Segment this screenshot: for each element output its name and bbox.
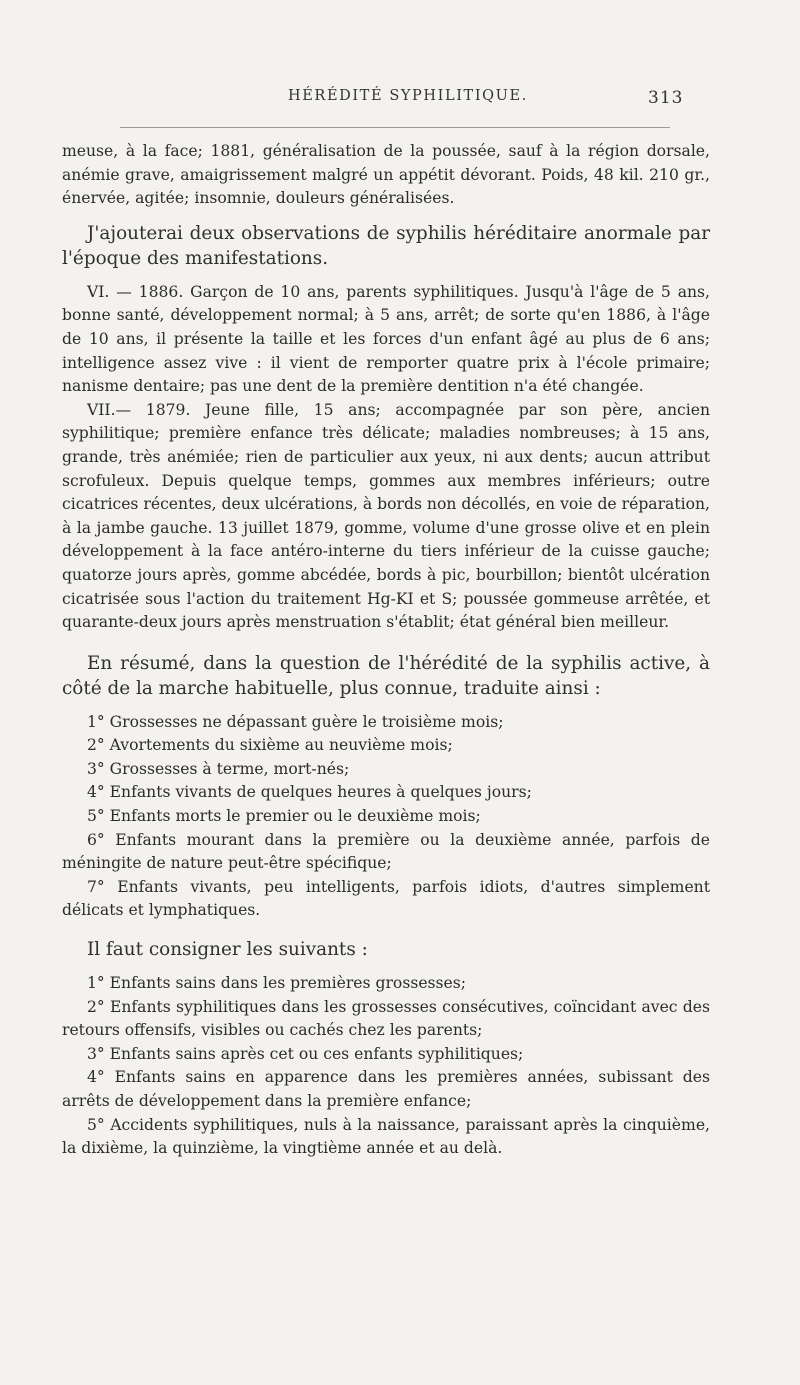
list-item: 2° Avortements du sixième au neuvième mois;: [87, 736, 453, 755]
list-item: 3° Grossesses à terme, mort-nés;: [87, 759, 350, 778]
list-item: 5° Accidents syphilitiques, nuls à la naissance, paraissant après la cinquième, la dixième, la quinzième, la vingtième année et au delà.: [62, 1115, 710, 1158]
list-usual-course: [62, 711, 710, 923]
observation-vi: VI. — 1886. Garçon de 10 ans, parents syphilitiques. Jusqu'à l'âge de 5 ans, bonne santé, développement normal; à 5 ans, arrêt; de sorte qu'en 1886, à l'âge de 10 ans, il présente la taille et les forces d'un enfant âgé au plus de 6 ans; intelligence assez vive : il vient de remporter quatre prix à l'école primaire; nanisme dentaire; pas une dent de la première dentition n'a été changée.: [62, 282, 710, 396]
page-body: [62, 140, 710, 1161]
observation-vii: VII.— 1879. Jeune fille, 15 ans; accompagnée par son père, ancien syphilitique; première enfance très délicate; maladies nombreuses; à 15 ans, grande, très anémiée; rien de particulier aux yeux, ni aux dents; aucun attribut scrofuleux. Depuis quelque temps, gommes aux membres inférieurs; outre cicatrices récentes, deux ulcérations, à bords non décollés, en voie de réparation, à la jambe gauche. 13 juillet 1879, gomme, volume d'une grosse olive et en plein développement à la face antéro-interne du tiers inférieur de la cuisse gauche; quatorze jours après, gomme abcédée, bords à pic, bourbillon; bientôt ulcération cicatrisée sous l'action du traitement Hg-KI et S; poussée gommeuse arrêtée, et quarante-deux jours après menstruation s'établit; état général bien meilleur.: [62, 400, 710, 632]
list-item: 2° Enfants syphilitiques dans les grossesses consécutives, coïncidant avec des retours offensifs, visibles ou cachés chez les parents;: [62, 997, 710, 1040]
list-item: 4° Enfants vivants de quelques heures à quelques jours;: [87, 783, 532, 802]
list-item: 6° Enfants mourant dans la première ou la deuxième année, parfois de méningite de nature peut-être spécifique;: [62, 830, 710, 873]
running-title: HÉRÉDITÉ SYPHILITIQUE.: [288, 88, 528, 104]
paragraph-intro-observations: J'ajouterai deux observations de syphilis héréditaire anormale par l'époque des manifestations.: [62, 222, 710, 269]
list-item: 1° Enfants sains dans les premières grossesses;: [87, 974, 467, 993]
header-rule: [120, 127, 670, 128]
paragraph-continuation: meuse, à la face; 1881, généralisation de la poussée, sauf à la région dorsale, anémie grave, amaigrissement malgré un appétit dévorant. Poids, 48 kil. 210 gr., énervée, agitée; insomnie, douleurs généralisées.: [62, 142, 710, 208]
page-number: 313: [648, 88, 684, 108]
list-following: [62, 972, 710, 1161]
paragraph-summary: En résumé, dans la question de l'hérédité de la syphilis active, à côté de la marche habituelle, plus connue, traduite ainsi :: [62, 652, 710, 699]
list-item: 5° Enfants morts le premier ou le deuxième mois;: [87, 807, 481, 826]
paragraph-consign: Il faut consigner les suivants :: [87, 939, 368, 961]
list-item: 7° Enfants vivants, peu intelligents, parfois idiots, d'autres simplement délicats et lymphatiques.: [62, 877, 710, 920]
list-item: 4° Enfants sains en apparence dans les premières années, subissant des arrêts de développement dans la première enfance;: [62, 1068, 710, 1110]
list-item: 1° Grossesses ne dépassant guère le troisième mois;: [87, 712, 504, 731]
list-item: 3° Enfants sains après cet ou ces enfants syphilitiques;: [87, 1044, 524, 1063]
running-head: [0, 88, 800, 112]
